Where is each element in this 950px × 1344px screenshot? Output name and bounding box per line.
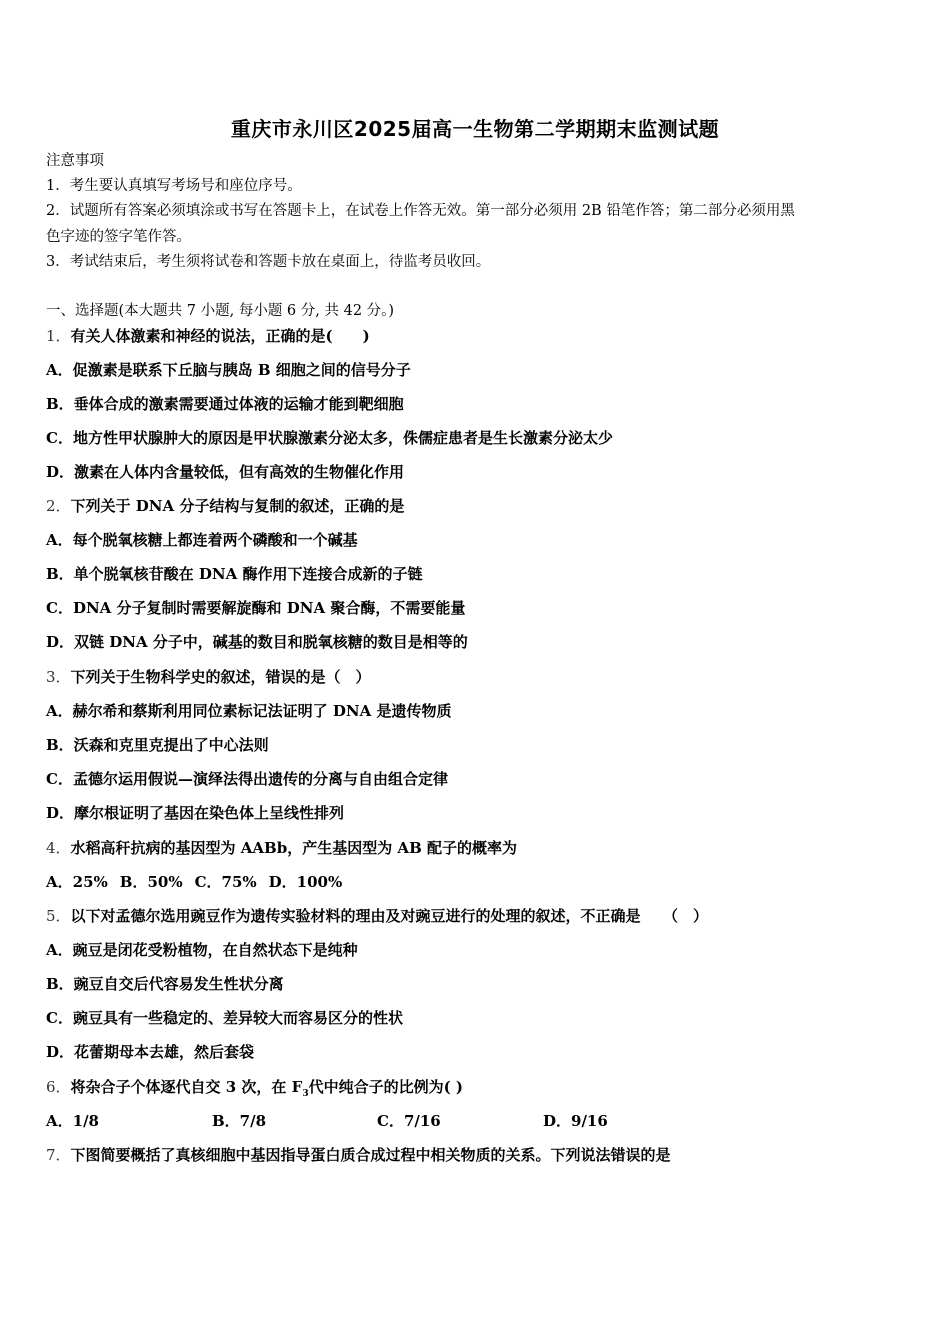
option-b: B．单个脱氧核苷酸在 DNA 酶作用下连接合成新的子链 (46, 565, 423, 583)
option-b: B．豌豆自交后代容易发生性状分离 (46, 975, 284, 993)
option-c: C．豌豆具有一些稳定的、差异较大而容易区分的性状 (46, 1009, 403, 1027)
option-a: A．促激素是联系下丘脑与胰岛 B 细胞之间的信号分子 (46, 361, 411, 379)
option-d: D．9/16 (543, 1112, 608, 1130)
question-text (70, 1078, 463, 1099)
question-text: 有关人体激素和神经的说法，正确的是( ) (70, 327, 370, 345)
question-number: 7． (46, 1146, 71, 1164)
question-text: 下列关于生物科学史的叙述，错误的是（ ） (70, 668, 371, 686)
option-b: B．沃森和克里克提出了中心法则 (46, 736, 269, 754)
question-3 (46, 667, 371, 687)
question-text-part: 代中纯合子的比例为( ) (308, 1078, 463, 1096)
subscript: 3 (302, 1089, 309, 1099)
question-number: 1． (46, 327, 71, 345)
notice-item: 2．试题所有答案必须填涂或书写在答题卡上，在试卷上作答无效。第一部分必须用 2B 铅笔作答；第二部分必须用黑 (46, 203, 795, 219)
question-text: 水稻高秆抗病的基因型为 AABb，产生基因型为 AB 配子的概率为 (70, 839, 517, 857)
option-d: D．激素在人体内含量较低，但有高效的生物催化作用 (46, 463, 405, 481)
question-1 (46, 326, 370, 346)
option-b: B．垂体合成的激素需要通过体液的运输才能到靶细胞 (46, 395, 404, 413)
page-title: 重庆市永川区2025届高一生物第二学期期末监测试题 (230, 117, 720, 141)
notice-item: 1．考生要认真填写考场号和座位序号。 (46, 178, 302, 194)
option-c: C．DNA 分子复制时需要解旋酶和 DNA 聚合酶，不需要能量 (46, 599, 466, 617)
question-2 (46, 496, 404, 516)
question-4 (46, 838, 517, 858)
option-d: D．摩尔根证明了基因在染色体上呈线性排列 (46, 804, 345, 822)
option-b: B．7/8 (212, 1112, 267, 1130)
question-text-part: 将杂合子个体逐代自交 3 次，在 F (70, 1078, 303, 1096)
question-number: 3． (46, 668, 71, 686)
option-d: D．双链 DNA 分子中，碱基的数目和脱氧核糖的数目是相等的 (46, 633, 468, 651)
notice-item: 3．考试结束后，考生须将试卷和答题卡放在桌面上，待监考员收回。 (46, 254, 491, 270)
option-b: B．50% (119, 873, 183, 891)
question-number: 6． (46, 1078, 71, 1096)
option-c: C．地方性甲状腺肿大的原因是甲状腺激素分泌太多，侏儒症患者是生长激素分泌太少 (46, 429, 613, 447)
question-6 (46, 1077, 463, 1104)
question-7 (46, 1145, 671, 1165)
question-number: 4． (46, 839, 71, 857)
inline-options (46, 872, 342, 892)
section-heading: 一、选择题(本大题共 7 小题, 每小题 6 分, 共 42 分。) (46, 303, 395, 319)
option-d: D．花蕾期母本去雄，然后套袋 (46, 1043, 255, 1061)
option-c: C．7/16 (377, 1112, 441, 1130)
option-a: A．25% (46, 873, 108, 891)
option-a: A．1/8 (46, 1112, 99, 1130)
option-c: C．75% (194, 873, 257, 891)
question-number: 5． (46, 907, 71, 925)
notice-item: 色字迹的签字笔作答。 (46, 229, 191, 245)
notice-heading: 注意事项 (46, 153, 104, 169)
question-text: 下图简要概括了真核细胞中基因指导蛋白质合成过程中相关物质的关系。下列说法错误的是 (70, 1146, 671, 1164)
option-d: D．100% (268, 873, 343, 891)
question-5 (46, 906, 708, 926)
question-text: 以下对孟德尔选用豌豆作为遗传实验材料的理由及对豌豆进行的处理的叙述，不正确是 （ ） (70, 907, 709, 925)
option-a: A．每个脱氧核糖上都连着两个磷酸和一个碱基 (46, 531, 358, 549)
option-c: C．孟德尔运用假说—演绎法得出遗传的分离与自由组合定律 (46, 770, 448, 788)
option-a: A．赫尔希和蔡斯利用同位素标记法证明了 DNA 是遗传物质 (46, 702, 452, 720)
inline-options (46, 1111, 608, 1131)
question-number: 2． (46, 497, 71, 515)
question-text: 下列关于 DNA 分子结构与复制的叙述，正确的是 (70, 497, 405, 515)
option-a: A．豌豆是闭花受粉植物，在自然状态下是纯种 (46, 941, 358, 959)
